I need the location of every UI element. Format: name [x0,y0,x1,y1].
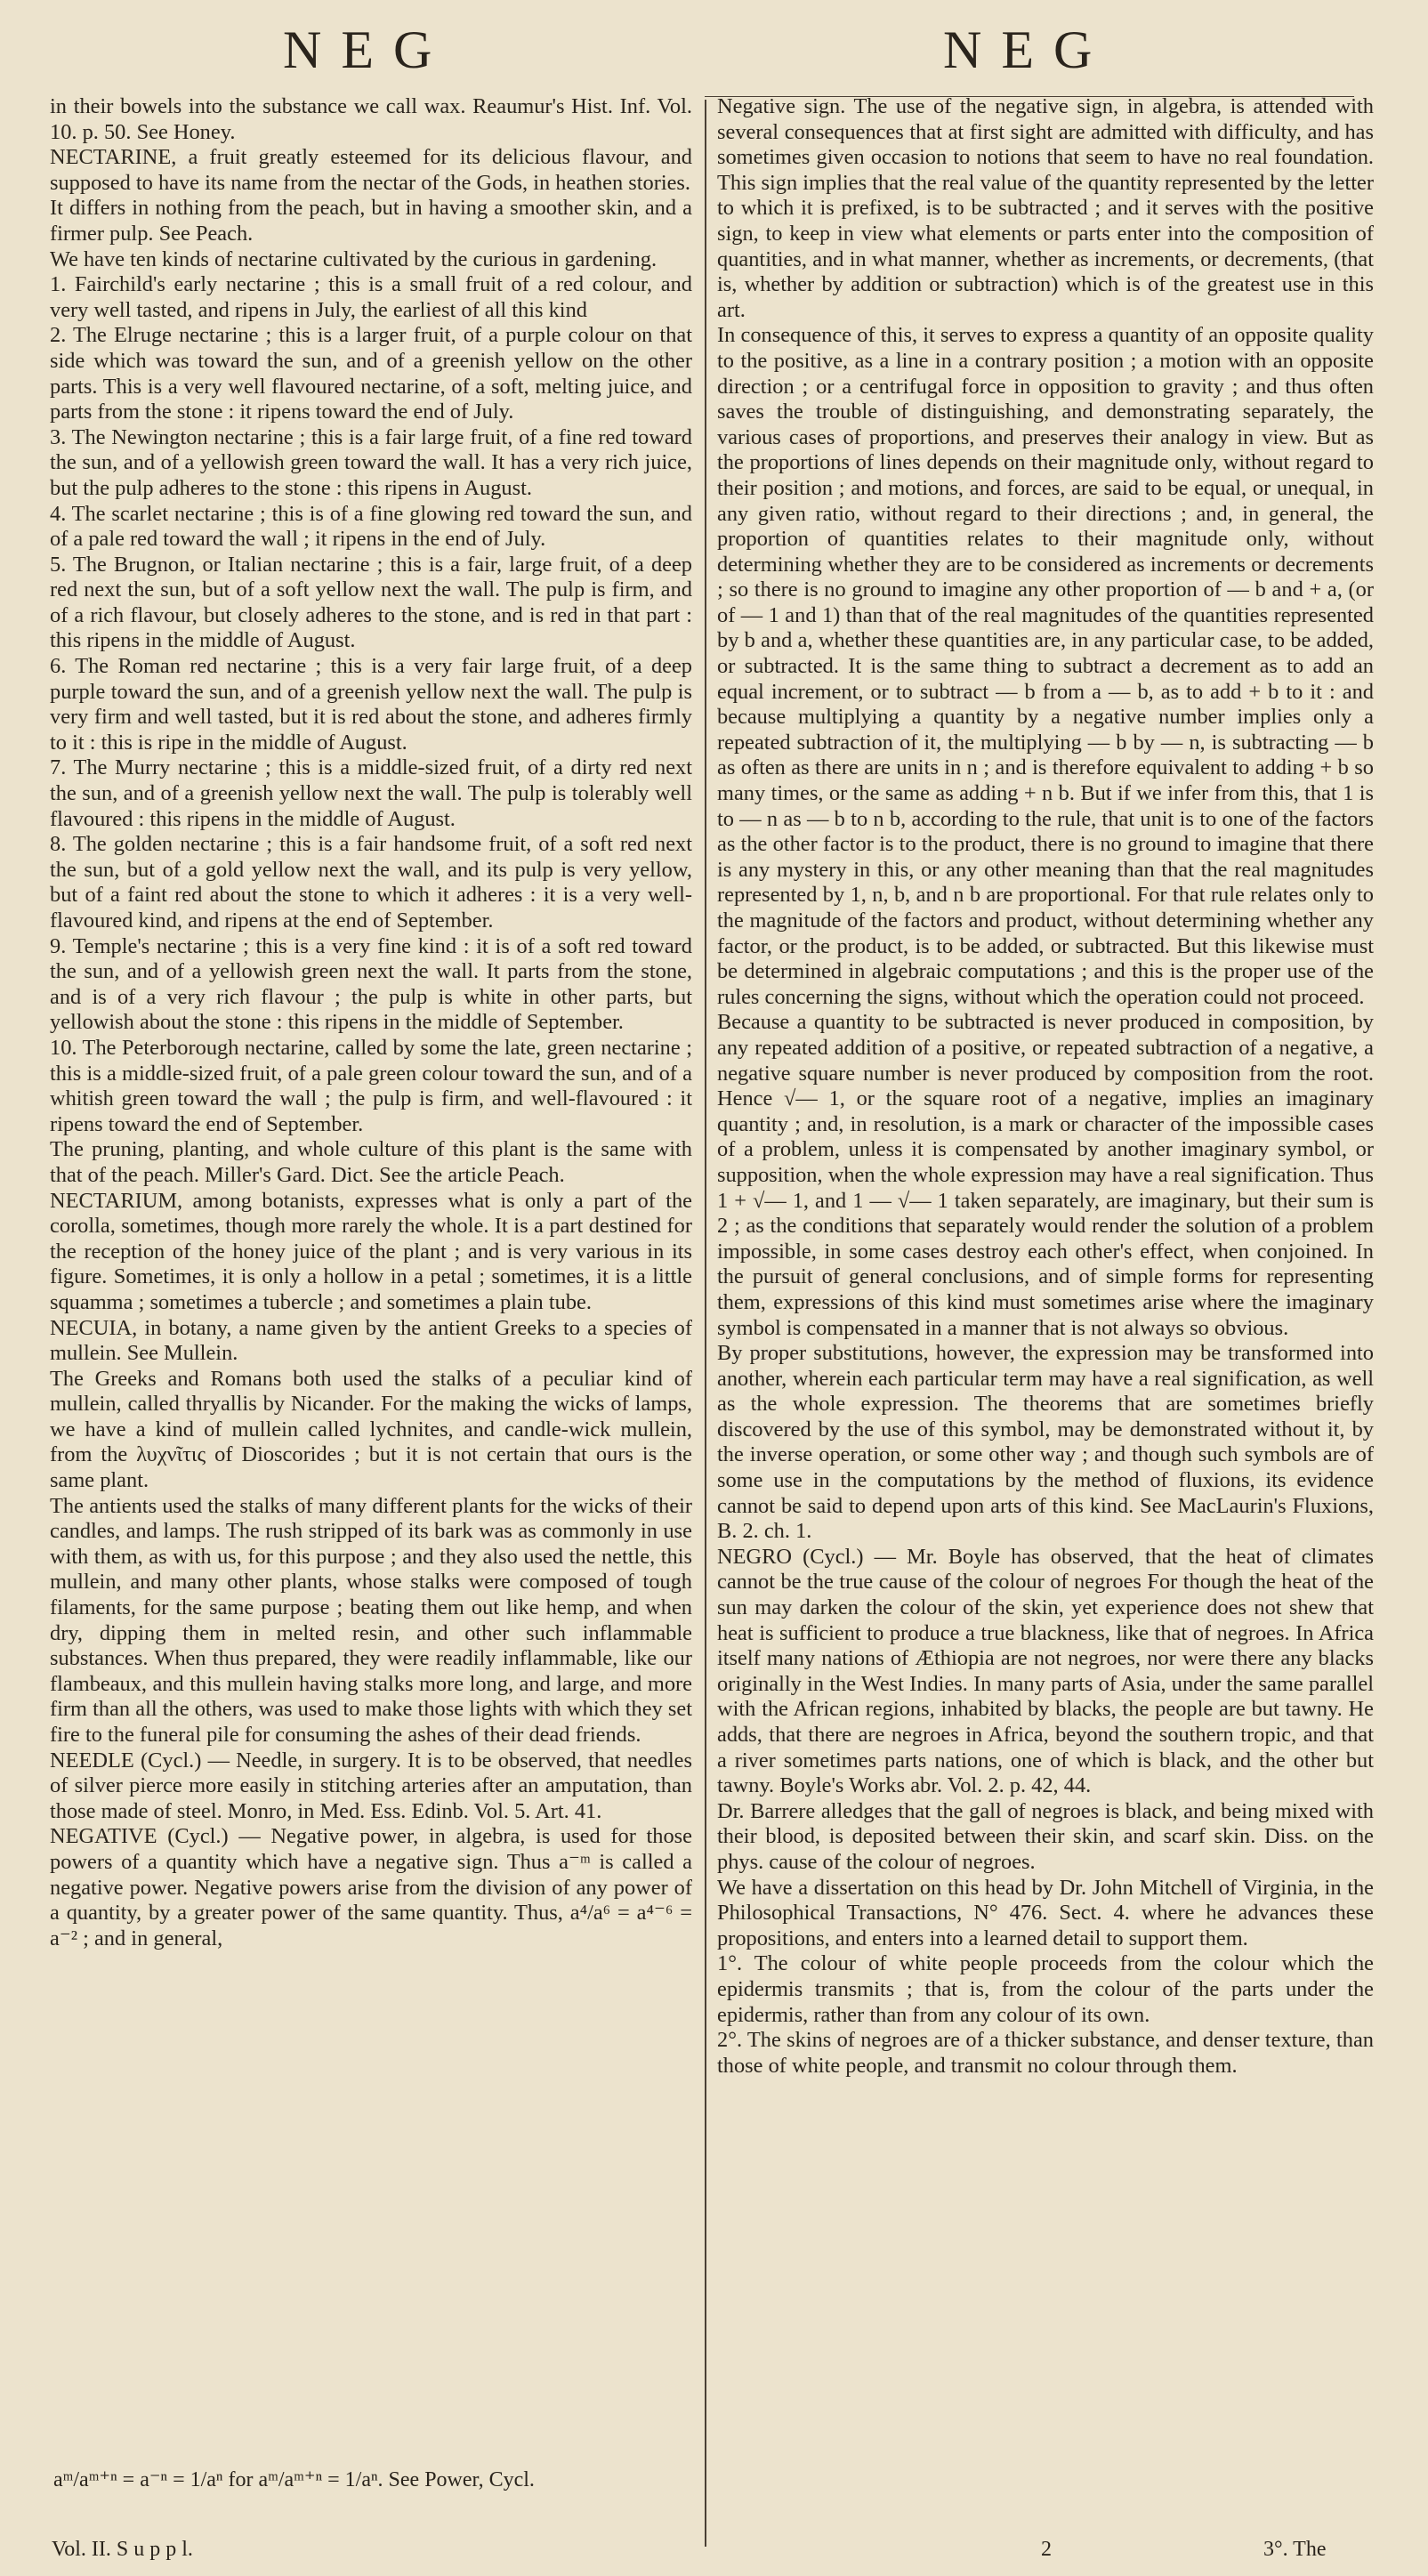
right-paragraph: We have a dissertation on this head by Dr. John Mitchell of Virginia, in the Philosophical Transactions, N° 476. Sect. 4. where he advances these propositions, and enters into a learned detail to support them. [717,1875,1374,1950]
entry-negro: NEGRO (Cycl.) — Mr. Boyle has observed, that the heat of climates cannot be the true cause of the colour of negroes For though the heat of the sun may darken the colour of the skin, yet experience does not shew that heat is sufficient to produce a true blackness, like that of negroes. In Africa itself many nations of Æthiopia are not negroes, nor were there any blacks originally in the West Indies. In many parts of Asia, under the same parallel with the African regions, inhabited by blacks, the people are but tawny. He adds, that there are negroes in Africa, beyond the southern tropic, and that a river sometimes parts nations, one of which is black, and the other but tawny. Boyle's Works abr. Vol. 2. p. 42, 44. [717,1544,1374,1798]
running-head-left: NEG [283,20,452,79]
list-item: 1. Fairchild's early nectarine ; this is a small fruit of a red colour, and very well tasted, and ripens in July, the earliest of all this kind [50,272,692,322]
right-paragraph: 2°. The skins of negroes are of a thicker substance, and denser texture, than those of white people, and transmit no colour through them. [717,2028,1374,2078]
left-paragraph: It differs in nothing from the peach, but in having a smoother skin, and a firmer pulp. See Peach. [50,196,692,246]
right-paragraph: Because a quantity to be subtracted is never produced in composition, by any repeated addition of a positive, or repeated subtraction of a negative, a negative square number is never produced by composition from the root. Hence √— 1, or the square root of a negative, implies an imaginary quantity ; and, in resolution, is a mark or character of the impossible cases of a problem, unless it is compensated by another imaginary symbol, or supposition, when the whole expression may have a real signification. Thus 1 + √— 1, and 1 — √— 1 taken separately, are imaginary, but their sum is 2 ; as the conditions that separately would render the solution of a problem impossible, in some cases destroy each other's effect, when conjoined. In the pursuit of general conclusions, and of simple forms for representing them, expressions of this kind must sometimes arise where the imaginary symbol is compensated in a manner that is not always so obvious. [717,1010,1374,1340]
list-item: 9. Temple's nectarine ; this is a very fine kind : it is of a soft red toward the sun, and of a yellowish green next the wall. It parts from the stone, and is of a very rich flavour ; the pulp is white in other parts, but yellowish about the stone : this ripens in the middle of September. [50,933,692,1035]
entry-negative-sign: Negative sign. The use of the negative sign, in algebra, is attended with several consequences that at first sight are admitted with difficulty, and has sometimes given occasion to notions that seem to have no real foundation. This sign implies that the real value of the quantity represented by the letter to which it is prefixed, is to be subtracted ; and it serves with the positive sign, to keep in view what elements or parts enter into the composition of quantities, and in what manner, whether as increments, or decrements, (that is, whether by addition or subtraction) which is of the greatest use in this art. [717,94,1374,322]
entry-nectarium: NECTARIUM, among botanists, expresses what is only a part of the corolla, sometimes, though more rarely the whole. It is a part destined for the reception of the honey juice of the plant ; and is very various in its figure. Sometimes, it is only a hollow in a petal ; sometimes, it is a little squamma ; sometimes a tubercle ; and sometimes a plain tube. [50,1188,692,1314]
entry-nectarine: NECTARINE, a fruit greatly esteemed for its delicious flavour, and supposed to have its name from the nectar of the Gods, in heathen stories. [50,145,692,195]
list-item: 8. The golden nectarine ; this is a fair handsome fruit, of a soft red next the sun, but of a gold yellow next the wall, and its pulp is very yellow, but of a faint red about the stone to which it adheres : it is a very well-flavoured kind, and ripens at the end of September. [50,832,692,933]
left-paragraph: The pruning, planting, and whole culture of this plant is the same with that of the peach. Miller's Gard. Dict. See the article Peach. [50,1137,692,1187]
list-item: 5. The Brugnon, or Italian nectarine ; this is a fair, large fruit, of a deep red next the sun, but of a soft yellow next the wall. The pulp is firm, and of a rich flavour, but closely adheres to the stone, and is red in that part : this ripens in the middle of August. [50,552,692,653]
left-paragraph: We have ten kinds of nectarine cultivated by the curious in gardening. [50,246,658,271]
list-item: 7. The Murry nectarine ; this is a middle-sized fruit, of a dirty red next the sun, and of a greenish yellow next the wall. The pulp is tolerably well flavoured : this ripens in the middle of August. [50,755,692,831]
entry-negative: NEGATIVE (Cycl.) — Negative power, in algebra, is used for those powers of a quantity which have a negative sign. Thus a⁻ᵐ is called a negative power. Negative powers arise from the division of any power of a quantity, by a greater power of the same quantity. Thus, a⁴/a⁶ = a⁴⁻⁶ = a⁻² ; and in general, [50,1824,692,1950]
right-column [717,94,1374,2079]
running-head-right: NEG [943,20,1112,79]
right-paragraph: By proper substitutions, however, the expression may be transformed into another, wherein each particular term may have a real signification, as well as the whole expression. The theorems that are sometimes briefly discovered by the use of this symbol, may be demonstrated without it, by the inverse operation, or some other way ; and though such symbols are of some use in the computations by the method of fluxions, its evidence cannot be said to depend upon arts of this kind. See MacLaurin's Fluxions, B. 2. ch. 1. [717,1341,1374,1544]
formula-line: aᵐ/aᵐ⁺ⁿ = a⁻ⁿ = 1/aⁿ for aᵐ/aᵐ⁺ⁿ = 1/aⁿ. See Power, Cycl. [53,2468,535,2491]
column-divider [705,100,706,2547]
entry-needle: NEEDLE (Cycl.) — Needle, in surgery. It is to be observed, that needles of silver pierce more easily in stitching arteries after an amputation, than those made of steel. Monro, in Med. Ess. Edinb. Vol. 5. Art. 41. [50,1748,692,1823]
entry-necuia: NECUIA, in botany, a name given by the antient Greeks to a species of mullein. See Mullein. [50,1315,692,1366]
signature-mark: Vol. II. S u p p l. [52,2538,193,2561]
list-item: 10. The Peterborough nectarine, called by some the late, green nectarine ; this is a middle-sized fruit, of a pale green colour toward the sun, and of a whitish green toward the wall ; the pulp is firm, and well-flavoured : it ripens toward the end of September. [50,1035,692,1136]
left-paragraph: The Greeks and Romans both used the stalks of a peculiar kind of mullein, called thryallis by Nicander. For the making the wicks of lamps, we have a kind of mullein called lychnites, and candle-wick mullein, from the λυχνῖτις of Dioscorides ; but it is not certain that ours is the same plant. [50,1366,692,1493]
list-item: 6. The Roman red nectarine ; this is a very fair large fruit, of a deep purple toward the sun, and of a greenish yellow next the wall. The pulp is very firm and well tasted, but it is red about the stone, and adheres firmly to it : this is ripe in the middle of August. [50,654,692,755]
list-item: 4. The scarlet nectarine ; this is of a fine glowing red toward the sun, and of a pale red toward the wall ; it ripens in the end of July. [50,501,692,552]
list-item: 3. The Newington nectarine ; this is a fair large fruit, of a fine red toward the sun, and of a yellowish green toward the wall. It has a very rich juice, but the pulp adheres to the stone : this ripens in August. [50,424,692,500]
left-paragraph: in their bowels into the substance we call wax. Reaumur's Hist. Inf. Vol. 10. p. 50. See Honey. [50,94,692,144]
left-paragraph: The antients used the stalks of many different plants for the wicks of their candles, and lamps. The rush stripped of its bark was as commonly in use with them, as with us, for this purpose ; and they also used the nettle, this mullein, and many other plants, whose stalks were composed of tough filaments, for the same purpose ; beating them out like hemp, and when dry, dipping them in melted resin, and other such inflammable substances. When thus prepared, they were readily inflammable, like our flambeaux, and this mullein having stalks more long, and large, and more firm than all the others, was used to make those lights with which they set fire to the funeral pile for consuming the ashes of their dead friends. [50,1493,692,1747]
list-item: 2. The Elruge nectarine ; this is a larger fruit, of a purple colour on that side which was toward the sun, and of a greenish yellow on the other parts. This is a very well flavoured nectarine, of a soft, melting juice, and parts from the stone : it ripens toward the end of July. [50,323,692,424]
right-paragraph: In consequence of this, it serves to express a quantity of an opposite quality to the positive, as a line in a contrary position ; a motion with an opposite direction ; or a centrifugal force in opposition to gravity ; and thus often saves the trouble of distinguishing, and demonstrating separately, the various cases of proportions, and preserves their analogy in view. But as the proportions of lines depends on their magnitude only, without regard to their position ; and motions, and forces, are said to be equal, or unequal, in any given ratio, without regard to their directions ; and, in general, the proportion of quantities relates to their magnitude only, without determining whether they are to be considered as increments or decrements ; so there is no ground to imagine any other proportion of — b and + a, (or of — 1 and 1) than that of the real magnitudes of the quantities represented by b and a, whether these quantities are, in any particular case, to be added, or subtracted. It is the same thing to subtract a decrement as to add an equal increment, or to subtract — b from a — b, as to add + b to it : and because multiplying a quantity by a negative number implies only a repeated subtraction of it, the multiplying — b by — n, is subtracting — b as often as there are units in n ; and is therefore equivalent to adding + b so many times, or the same as adding + n b. But if we infer from this, that 1 is to — n as — b to n b, according to the rule, that unit is to one of the factors as the other factor is to the product, there is no ground to imagine that there is any mystery in this, or any other meaning than that the real magnitudes represented by 1, n, b, and n b are proportional. For that rule relates only to the magnitude of the factors and product, without determining whether any factor, or the product, is to be added, or subtracted. But this likewise must be determined in algebraic computations ; and this is the proper use of the rules concerning the signs, without which the operation could not proceed. [717,323,1374,1009]
running-head [0,20,1428,91]
catchword: 3°. The [1263,2538,1327,2561]
sheet-mark: 2 [1041,2538,1052,2561]
right-paragraph: Dr. Barrere alledges that the gall of negroes is black, and being mixed with their blood, is deposited between their skin, and scarf skin. Diss. on the phys. cause of the colour of negroes. [717,1798,1374,1874]
page-footer [0,2538,1428,2570]
left-column [50,94,692,1951]
right-paragraph: 1°. The colour of white people proceeds from the colour which the epidermis transmits ; that is, from the colour of the parts under the epidermis, rather than from any colour of its own. [717,1951,1374,2027]
